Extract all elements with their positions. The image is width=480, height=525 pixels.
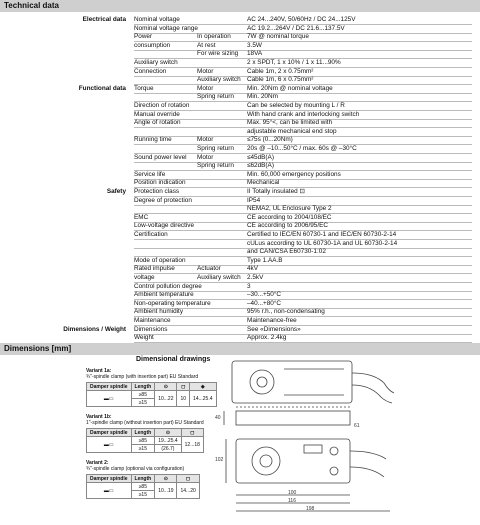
spec-val: Approx. 2.4kg	[247, 334, 287, 342]
cell: ≥85	[131, 437, 155, 445]
spec-sub: For wire sizing	[197, 50, 239, 58]
cell: 10	[177, 391, 190, 407]
spec-val: adjustable mechanical end stop	[247, 127, 337, 135]
spec-prop: Running time	[134, 136, 172, 144]
spec-sub: Spring return	[197, 162, 234, 170]
spec-prop: voltage	[134, 274, 155, 281]
spec-val: Min. 20Nm	[247, 93, 278, 101]
spec-prop: Manual override	[134, 110, 180, 118]
spec-val: cULus according to UL 60730-1A and UL 60730-2-14	[247, 239, 398, 247]
spec-val: Cable 1m, 6 x 0.75mm²	[247, 76, 314, 84]
spec-prop: Degree of protection	[134, 196, 192, 204]
dim-label: 40	[215, 415, 221, 421]
spec-prop: Dimensions	[134, 325, 168, 333]
spec-prop: Weight	[134, 334, 154, 342]
spec-val: NEMA2, UL Enclosure Type 2	[247, 205, 332, 213]
spec-sub: Spring return	[197, 145, 234, 152]
spec-val: See «Dimensions»	[247, 325, 301, 333]
variant-1b-name: Variant 1b:	[86, 414, 112, 420]
cell: 12...18	[181, 437, 203, 453]
spec-sub: Auxiliary switch	[197, 76, 241, 84]
technical-data-title: Technical data	[4, 1, 59, 10]
technical-data-header	[0, 0, 480, 12]
spindle-image: ▬▭	[87, 391, 132, 407]
cell: ≥85	[131, 391, 155, 399]
variant-2-desc: ¾"-spindle clamp (optional via configuration)	[86, 466, 185, 472]
cell: 10...22	[155, 391, 177, 407]
variant-1a-name: Variant 1a:	[86, 368, 112, 374]
variant-1b-table	[86, 428, 204, 453]
spec-sub: Motor	[197, 84, 214, 92]
dim-label: 100	[288, 490, 297, 496]
spec-val: With hand crank and interlocking switch	[247, 110, 360, 118]
spec-val: 4kV	[247, 265, 259, 273]
spec-prop: Non-operating temperature	[134, 299, 211, 307]
spec-prop: Position indication	[134, 179, 186, 187]
spec-val: 20s @ –10...50°C / max. 60s @ –30°C	[247, 145, 357, 152]
cell: ≥15	[131, 399, 155, 407]
spec-prop: Low-voltage directive	[134, 222, 195, 230]
diamond-spindle-icon: ◈	[190, 383, 216, 391]
col-damper-spindle: Damper spindle	[87, 383, 132, 391]
spec-val: 3	[247, 282, 251, 290]
spec-prop: Auxiliary switch	[134, 59, 178, 66]
spec-val: 18VA	[247, 50, 263, 58]
spec-val: –40...+80°C	[247, 299, 282, 307]
cell: 14...20	[177, 483, 199, 499]
spec-prop: Sound power level	[134, 153, 187, 161]
spec-sub: Spring return	[197, 93, 234, 101]
spec-val: Can be selected by mounting L / R	[247, 102, 345, 109]
col-length: Length	[131, 383, 155, 391]
spec-prop: Control pollution degree	[134, 282, 202, 290]
spec-sub: Auxiliary switch	[197, 274, 241, 281]
spec-val: Certified to IEC/EN 60730-1 and IEC/EN 60730-2-14	[247, 231, 397, 238]
spec-prop: Connection	[134, 67, 167, 75]
round-spindle-icon: ⊙	[155, 475, 177, 483]
variant-2-table	[86, 474, 200, 499]
spec-sub: In operation	[197, 33, 231, 41]
spec-prop: Rated impulse	[134, 265, 175, 273]
spec-prop: Nominal voltage range	[134, 24, 198, 32]
col-damper-spindle: Damper spindle	[87, 429, 132, 437]
spec-val: Type 1.AA.B	[247, 256, 283, 264]
spec-cat: Dimensions / Weight	[63, 325, 126, 333]
variant-2	[86, 460, 184, 472]
spec-val: IP54	[247, 196, 261, 204]
spec-prop: Service life	[134, 170, 166, 178]
spec-val: Min. 60,000 emergency positions	[247, 170, 341, 178]
dimensions-header	[0, 343, 480, 355]
cell: ≥15	[131, 491, 155, 499]
spec-val: 2 x SPDT, 1 x 10% / 1 x 11...90%	[247, 59, 341, 66]
spec-prop: Protection class	[134, 188, 180, 195]
col-damper-spindle: Damper spindle	[87, 475, 132, 483]
spec-val: CE according to 2006/95/EC	[247, 222, 328, 230]
round-spindle-icon: ⊙	[155, 429, 181, 437]
spec-val: 3.5W	[247, 41, 262, 49]
variant-1a-desc: ¾"-spindle clamp (with insertion part) EU Standard	[86, 374, 199, 380]
spec-val: Cable 1m, 2 x 0.75mm²	[247, 67, 314, 75]
spec-sub: Motor	[197, 67, 214, 75]
spec-val: II Totally insulated ⊡	[247, 188, 305, 195]
spec-cat: Safety	[106, 188, 126, 195]
spindle-image: ▬▭	[87, 483, 132, 499]
square-spindle-icon: ◻	[181, 429, 203, 437]
dim-label: 116	[288, 498, 296, 504]
spec-prop: consumption	[134, 41, 171, 49]
spec-prop: Direction of rotation	[134, 102, 190, 109]
spec-prop: Angle of rotation	[134, 119, 181, 127]
square-spindle-icon: ◻	[177, 383, 190, 391]
spec-val: 7W @ nominal torque	[247, 33, 309, 41]
spec-prop: Torque	[134, 84, 154, 92]
variant-1b-desc: 1"-spindle clamp (without insertion part) EU Standard	[86, 420, 204, 426]
spec-val: CE according to 2004/108/EC	[247, 213, 332, 221]
spec-val: Mechanical	[247, 179, 280, 187]
spec-val: Max. 95°<, can be limited with	[247, 119, 333, 127]
spec-cat: Functional data	[78, 84, 126, 92]
spec-val: Maintenance-free	[247, 317, 297, 324]
spec-val: ≤62dB(A)	[247, 162, 274, 170]
spec-val: ≤75s (0...20Nm)	[247, 136, 293, 144]
spec-cat: Electrical data	[82, 16, 126, 23]
spec-val: and CAN/CSA E60730-1:02	[247, 248, 326, 256]
spec-prop: EMC	[134, 213, 149, 221]
spec-prop: Certification	[134, 231, 168, 238]
spec-val: ≤45dB(A)	[247, 153, 274, 161]
spec-val: 2.5kV	[247, 274, 264, 281]
spec-prop: Nominal voltage	[134, 16, 180, 23]
dim-label: 198	[306, 506, 315, 512]
round-spindle-icon: ⊙	[155, 383, 177, 391]
cell: 19...25.4	[155, 437, 181, 445]
spec-prop: Ambient temperature	[134, 291, 194, 299]
dimensional-drawings-title: Dimensional drawings	[136, 356, 211, 363]
spec-val: –30...+50°C	[247, 291, 282, 299]
variant-1a-table	[86, 382, 217, 407]
spec-prop: Maintenance	[134, 317, 171, 324]
cell: (26.7)	[155, 445, 181, 453]
col-length: Length	[131, 429, 155, 437]
spec-sub: Motor	[197, 153, 214, 161]
spec-sub: At rest	[197, 41, 216, 49]
cell: ≥85	[131, 483, 155, 491]
spec-sub: Actuator	[197, 265, 221, 273]
dim-label: 61	[354, 423, 360, 429]
spec-prop: Mode of operation	[134, 256, 186, 264]
spindle-image: ▬▭	[87, 437, 132, 453]
dimensions-title: Dimensions [mm]	[4, 344, 72, 353]
actuator-drawing	[214, 355, 410, 523]
spec-val: AC 19.2...264V / DC 21.6...137.5V	[247, 24, 345, 32]
cell: 14...25.4	[190, 391, 216, 407]
spec-val: AC 24...240V, 50/60Hz / DC 24...125V	[247, 16, 356, 23]
cell: ≥15	[131, 445, 155, 453]
spec-val: 95% r.h., non-condensating	[247, 308, 325, 316]
variant-2-name: Variant 2:	[86, 460, 109, 466]
variant-1a	[86, 368, 198, 380]
spec-prop: Power	[134, 33, 153, 41]
spec-row	[0, 334, 480, 343]
spec-sub: Motor	[197, 136, 214, 144]
col-length: Length	[131, 475, 155, 483]
dim-label: 102	[215, 457, 224, 463]
spec-val: Min. 20Nm @ nominal voltage	[247, 84, 333, 92]
cell: 10...19	[155, 483, 177, 499]
spec-prop: Ambient humidity	[134, 308, 184, 316]
square-spindle-icon: ◻	[177, 475, 199, 483]
variant-1b	[86, 414, 204, 426]
